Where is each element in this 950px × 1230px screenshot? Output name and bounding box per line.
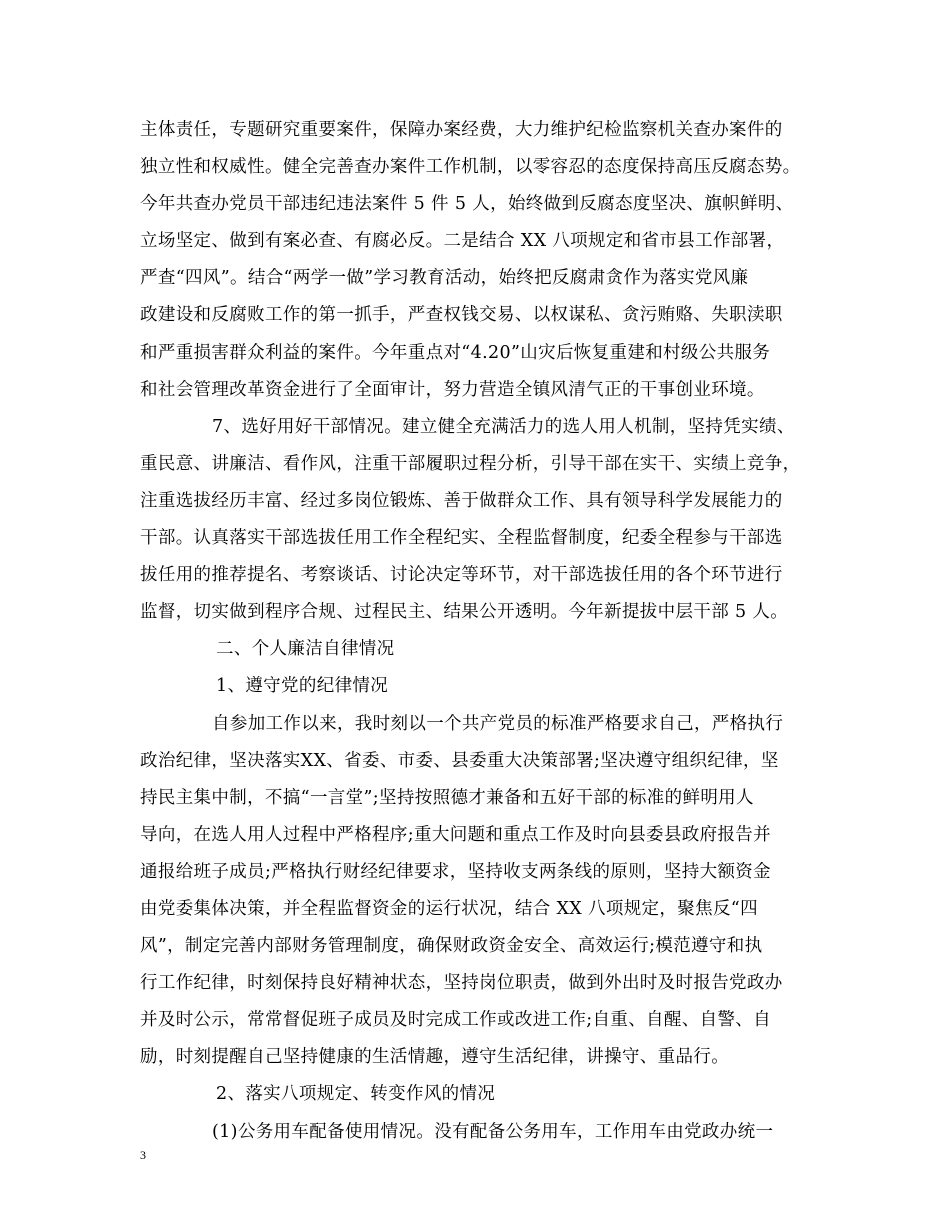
section-heading: 二、个人廉洁自律情况: [216, 639, 395, 660]
text-line: 主体责任，专题研究重要案件，保障办案经费，大力维护纪检监察机关查办案件的: [140, 120, 783, 140]
text-line: 和社会管理改革资金进行了全面审计，努力营造全镇风清气正的干事创业环境。: [140, 379, 765, 400]
text-line: 持民主集中制，不搞“一言堂”;坚持按照德才兼备和五好干部的标准的鲜明用人: [140, 787, 754, 808]
text-line: 并及时公示，常常督促班子成员及时完成工作或改进工作;自重、自醒、自警、自: [140, 1010, 771, 1031]
text-line: 独立性和权威性。健全完善查办案件工作机制，以零容忍的态度保持高压反腐态势。: [140, 157, 801, 178]
text-line: 注重选拔经历丰富、经过多岗位锻炼、善于做群众工作、具有领导科学发展能力的: [140, 490, 783, 511]
text-line: 严查“四风”。结合“两学一做”学习教育活动，始终把反腐肃贪作为落实党风廉: [140, 268, 749, 289]
text-line: 拔任用的推荐提名、考察谈话、讨论决定等环节，对干部选拔任用的各个环节进行: [140, 565, 783, 586]
text-line: 通报给班子成员;严格执行财经纪律要求，坚持收支两条线的原则，坚持大额资金: [140, 861, 771, 882]
text-line: 行工作纪律，时刻保持良好精神状态，坚持岗位职责，做到外出时及时报告党政办: [140, 973, 783, 994]
text-line: 政治纪律，坚决落实XX、省委、市委、县委重大决策部署;坚决遵守组织纪律，坚: [140, 750, 779, 771]
text-line: 干部。认真落实干部选拔任用工作全程纪实、全程监督制度，纪委全程参与干部选: [140, 528, 783, 549]
body-text: [140, 112, 830, 1151]
text-line: 今年共查办党员干部违纪违法案件 5 件 5 人，始终做到反腐态度坚决、旗帜鲜明、: [140, 194, 794, 215]
text-line: 重民意、讲廉洁、看作风，注重干部履职过程分析，引导干部在实干、实绩上竞争，: [140, 453, 801, 474]
text-line: 政建设和反腐败工作的第一抓手，严查权钱交易、以权谋私、贪污贿赂、失职渎职: [140, 305, 783, 326]
paragraph-start-line: 7、选好用好干部情况。建立健全充满活力的选人用人机制，坚持凭实绩、: [212, 416, 795, 437]
paragraph-start-line: 自参加工作以来，我时刻以一个共产党员的标准严格要求自己，严格执行: [212, 713, 784, 734]
text-line: 由党委集体决策，并全程监督资金的运行状况，结合 XX 八项规定，聚焦反“四: [140, 898, 758, 919]
text-line: 和严重损害群众利益的案件。今年重点对“4.20”山灾后恢复重建和村级公共服务: [140, 342, 771, 363]
text-line: 励，时刻提醒自己坚持健康的生活情趣，遵守生活纪律，讲操守、重品行。: [140, 1047, 730, 1068]
text-line: 导向，在选人用人过程中严格程序;重大问题和重点工作及时向县委县政府报告并: [140, 824, 771, 845]
text-line: 风”，制定完善内部财务管理制度，确保财政资金安全、高效运行;模范遵守和执: [140, 936, 763, 957]
subsection-heading: 1、遵守党的纪律情况: [216, 676, 389, 697]
text-line: 立场坚定、做到有案必查、有腐必反。二是结合 XX 八项规定和省市县工作部署，: [140, 231, 785, 252]
page-number: 3: [140, 1148, 146, 1162]
text-line: 监督，切实做到程序合规、过程民主、结果公开透明。今年新提拔中层干部 5 人。: [140, 602, 789, 623]
paragraph-start-line: (1)公务用车配备使用情况。没有配备公务用车，工作用车由党政办统一: [212, 1121, 774, 1142]
subsection-heading: 2、落实八项规定、转变作风的情况: [216, 1084, 496, 1105]
